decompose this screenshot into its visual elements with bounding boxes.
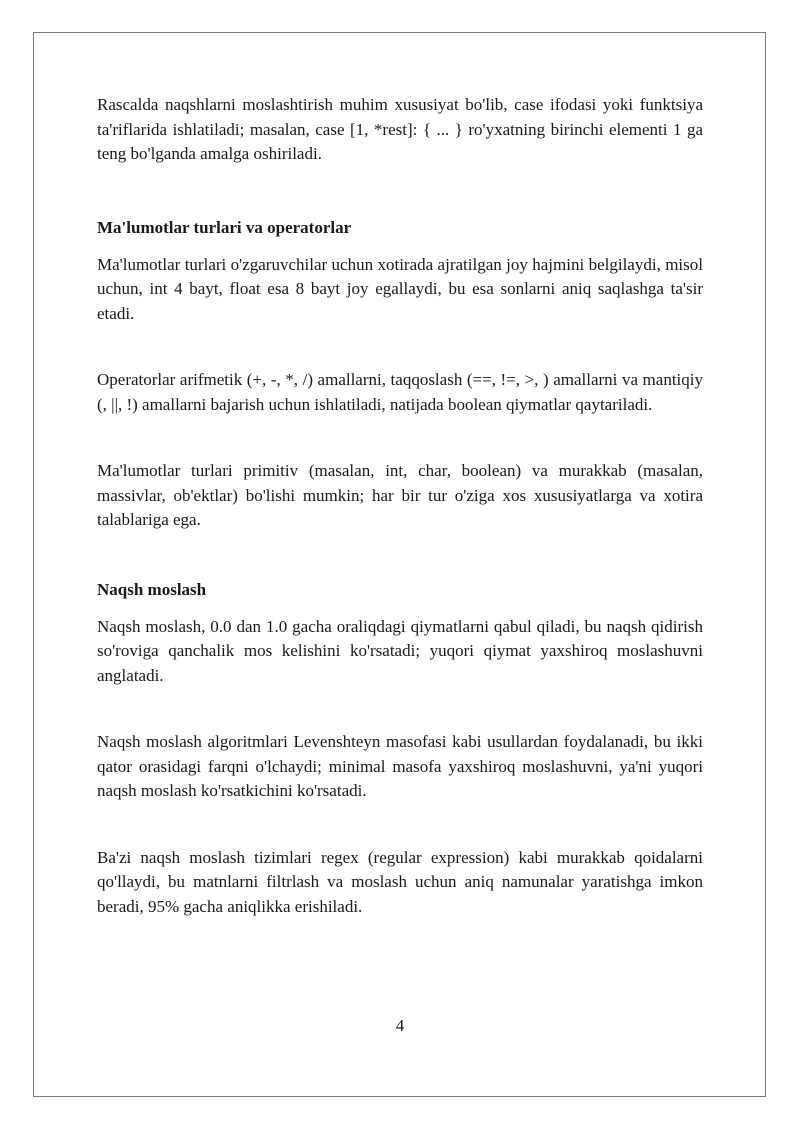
page-content [97,93,703,919]
paragraph-operators: Operatorlar arifmetik (+, -, *, /) amallarni, taqqoslash (==, !=, >, ) amallarni va mantiqiy (, ||, !) amallarni bajarish uchun ishlatiladi, natijada boolean qiymatlar qaytariladi. [97,370,703,414]
paragraph-levenshtein: Naqsh moslash algoritmlari Levenshteyn masofasi kabi usullardan foydalanadi, bu ikki qator orasidagi farqni o'lchaydi; minimal masofa yaxshiroq moslashuvni, ya'ni yuqori naqsh moslash ko'rsatkichini ko'rsatadi. [97,732,703,800]
paragraph-pattern-score: Naqsh moslash, 0.0 dan 1.0 gacha oraliqdagi qiymatlarni qabul qiladi, bu naqsh qidirish so'roviga qanchalik mos kelishini ko'rsatadi; yuqori qiymat yaxshiroq moslashuvni anglatadi. [97,616,703,685]
paragraph-regex: Ba'zi naqsh moslash tizimlari regex (regular expression) kabi murakkab qoidalarni qo'llaydi, bu matnlarni filtrlash va moslash uchun aniq namunalar yaratishga imkon beradi, 95% gacha aniqlikka erishiladi. [97,847,703,916]
paragraph-primitive-complex-types: Ma'lumotlar turlari primitiv (masalan, int, char, boolean) va murakkab (masalan, massivlar, ob'ektlar) bo'lishi mumkin; har bir tur o'ziga xos xususiyatlarga va xotira talablariga ega. [97,461,703,529]
paragraph-data-types-memory: Ma'lumotlar turlari o'zgaruvchilar uchun xotirada ajratilgan joy hajmini belgilaydi, misol uchun, int 4 bayt, float esa 8 bayt joy egallaydi, bu esa sonlarni aniq saqlashga ta'sir etadi. [97,254,703,323]
section-heading-data-types: Ma'lumotlar turlari va operatorlar [97,217,352,237]
paragraph-rascal-pattern-matching: Rascalda naqshlarni moslashtirish muhim xususiyat bo'lib, case ifodasi yoki funktsiya ta'riflarida ishlatiladi; masalan, case [1, *rest]: { ... } ro'yxatning birinchi elementi 1 ga teng bo'lganda amalga oshiriladi. [97,95,703,163]
page-number: 4 [395,1016,405,1035]
section-heading-pattern-matching: Naqsh moslash [97,579,207,599]
